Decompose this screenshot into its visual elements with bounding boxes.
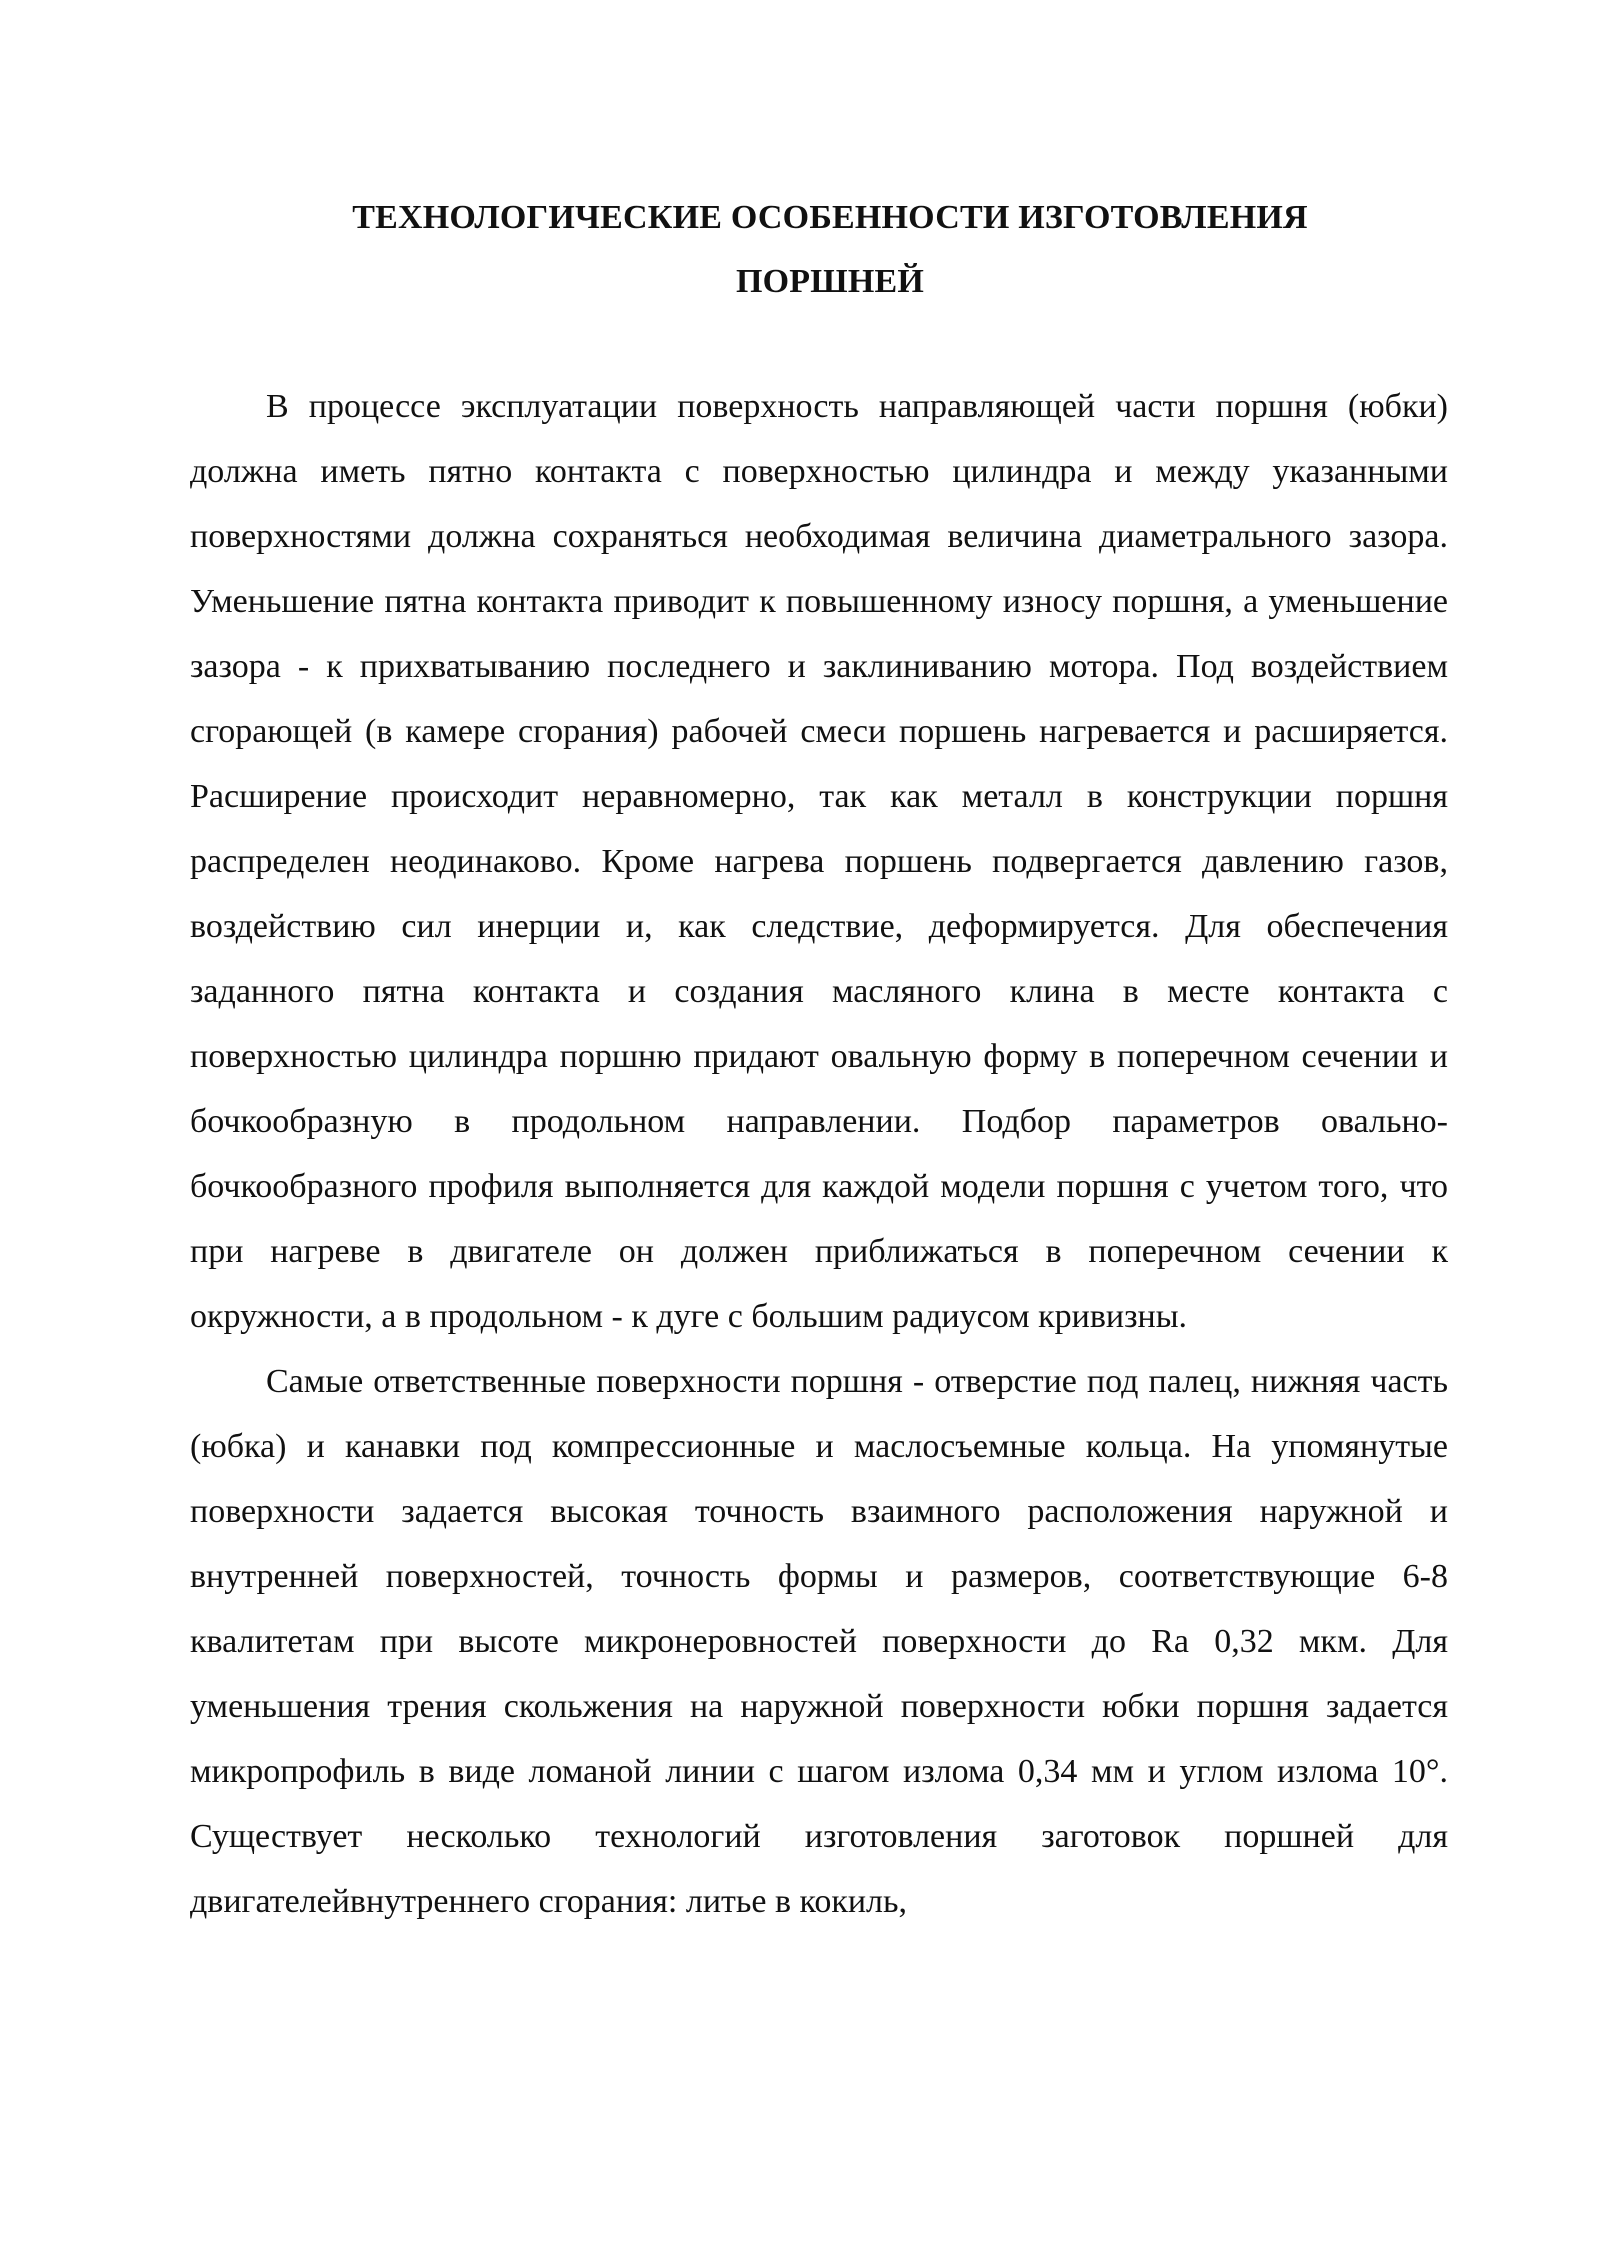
paragraph-1: В процессе эксплуатации поверхность направляющей части поршня (юбки) должна иметь пятно контакта с поверхностью цилиндра и между указанными поверхностями должна сохраняться необходимая величина диаметрального зазора. Уменьшение пятна контакта приводит к повышенному износу поршня, а уменьшение зазора - к прихватыванию последнего и заклиниванию мотора. Под воздействием сгорающей (в камере сгорания) рабочей смеси поршень нагревается и расширяется. Расширение происходит неравномерно, так как металл в конструкции поршня распределен неодинаково. Кроме нагрева поршень подвергается давлению газов, воздействию сил инерции и, как следствие, деформируется. Для обеспечения заданного пятна контакта и создания масляного клина в месте контакта с поверхностью цилиндра поршню придают овальную форму в поперечном сечении и бочкообразную в продольном направлении. Подбор параметров овально-бочкообразного профиля выполняется для каждой модели поршня с учетом того, что при нагреве в двигателе он должен приближаться в поперечном сечении к окружности, а в продольном - к дуге с большим радиусом кривизны. — [190, 388, 1448, 1335]
paragraph-2: Самые ответственные поверхности поршня - отверстие под палец, нижняя часть (юбка) и канавки под компрессионные и маслосъемные кольца. На упомянутые поверхности задается высокая точность взаимного расположения наружной и внутренней поверхностей, точность формы и размеров, соответствующие 6-8 квалитетам при высоте микронеровностей поверхности до Ra 0,32 мкм. Для уменьшения трения скольжения на наружной поверхности юбки поршня задается микропрофиль в виде ломаной линии с шагом излома 0,34 мм и углом излома 10°. Существует несколько технологий изготовления заготовок поршней для двигателейвнутреннего сгорания: литье в кокиль, — [190, 1363, 1448, 1920]
title-line-2: ПОРШНЕЙ — [736, 263, 924, 300]
document-body — [190, 374, 1448, 1934]
document-title — [190, 186, 1470, 314]
title-line-1: ТЕХНОЛОГИЧЕСКИЕ ОСОБЕННОСТИ ИЗГОТОВЛЕНИЯ — [352, 199, 1308, 236]
